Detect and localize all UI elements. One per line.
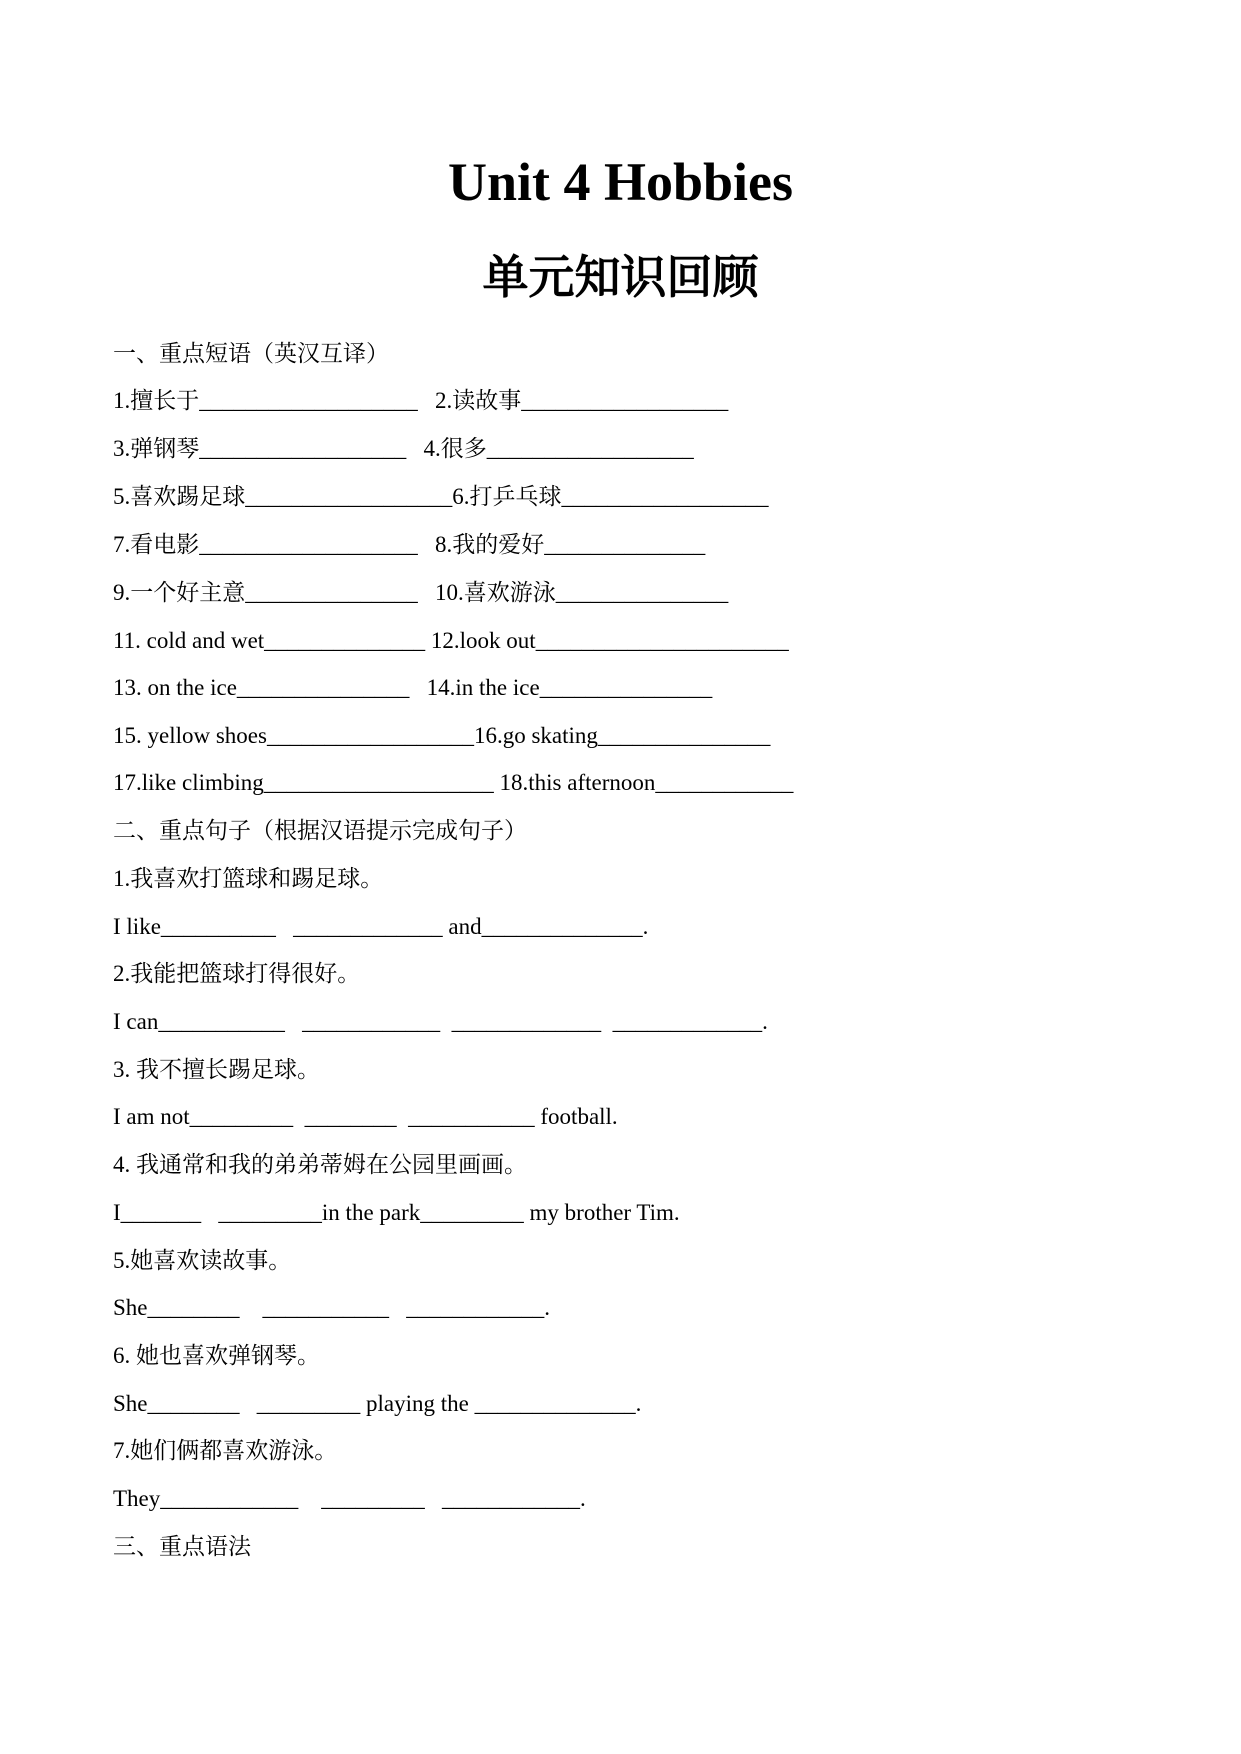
phrase-line: 1.擅长于___________________ 2.读故事__________________ [113, 388, 729, 413]
section1-heading: 一、重点短语（英汉互译） [113, 341, 389, 366]
sentence-english: They____________ _________ ____________. [113, 1486, 586, 1511]
page-title: Unit 4 Hobbies [447, 152, 794, 212]
sentence-english: She________ ___________ ____________. [113, 1295, 550, 1320]
sentence-english: I can___________ ____________ _____________ _____________. [113, 1009, 768, 1034]
sentence-chinese: 4. 我通常和我的弟弟蒂姆在公园里画画。 [113, 1152, 527, 1177]
sentence-chinese: 3. 我不擅长踢足球。 [113, 1057, 320, 1082]
sentence-english: I_______ _________in the park_________ my brother Tim. [113, 1200, 680, 1225]
sentence-english: She________ _________ playing the ______________. [113, 1391, 642, 1416]
phrase-line: 7.看电影___________________ 8.我的爱好______________ [113, 532, 706, 557]
sentence-chinese: 5.她喜欢读故事。 [113, 1248, 292, 1273]
sentence-chinese: 7.她们俩都喜欢游泳。 [113, 1438, 338, 1463]
section2-heading: 二、重点句子（根据汉语提示完成句子） [113, 818, 527, 843]
phrase-line: 5.喜欢踢足球__________________6.打乒乓球__________________ [113, 484, 769, 509]
phrase-line: 3.弹钢琴__________________ 4.很多__________________ [113, 436, 694, 461]
phrase-line: 15. yellow shoes__________________16.go skating_______________ [113, 723, 771, 748]
sentence-chinese: 1.我喜欢打篮球和踢足球。 [113, 866, 384, 891]
section3-heading: 三、重点语法 [113, 1534, 251, 1559]
phrase-line: 9.一个好主意_______________ 10.喜欢游泳_______________ [113, 580, 729, 605]
phrase-line: 13. on the ice_______________ 14.in the ice_______________ [113, 675, 713, 700]
phrase-line: 17.like climbing____________________ 18.this afternoon____________ [113, 770, 794, 795]
sentence-chinese: 2.我能把篮球打得很好。 [113, 961, 361, 986]
phrase-line: 11. cold and wet______________ 12.look out______________________ [113, 628, 789, 653]
sentence-english: I am not_________ ________ ___________ football. [113, 1104, 618, 1129]
sentence-english: I like__________ _____________ and______________. [113, 914, 649, 939]
sentence-chinese: 6. 她也喜欢弹钢琴。 [113, 1343, 320, 1368]
page-subtitle: 单元知识回顾 [482, 252, 759, 303]
